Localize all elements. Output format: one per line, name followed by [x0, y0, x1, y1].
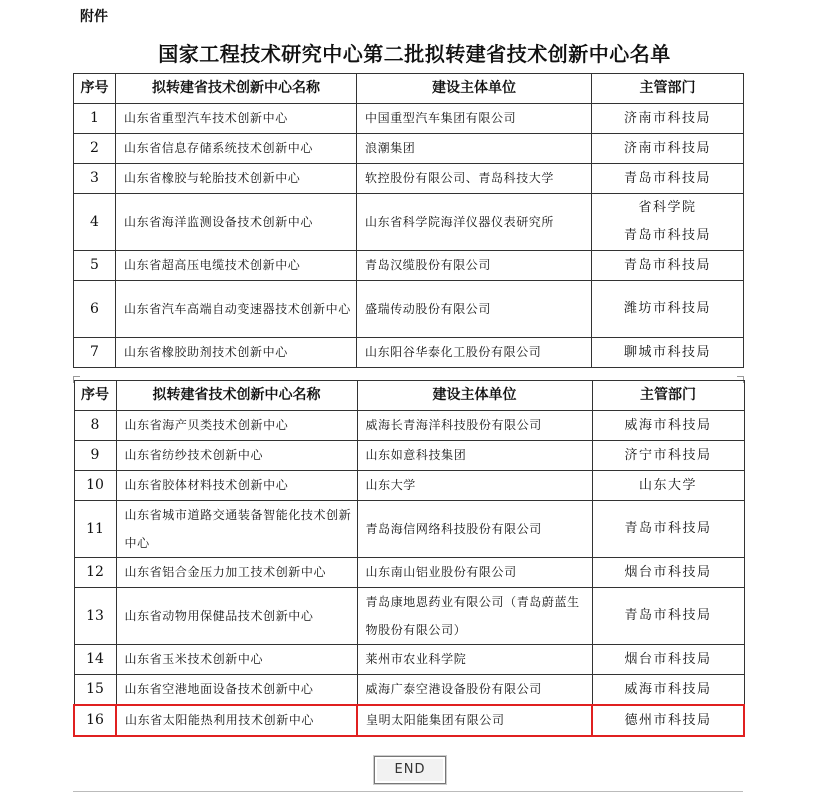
cell-center-name: 山东省纺纱技术创新中心 [116, 441, 357, 471]
table-row-highlighted [74, 705, 744, 736]
cell-unit: 山东南山铝业股份有限公司 [357, 558, 592, 588]
table-header-row [74, 381, 744, 411]
table-header-row [74, 74, 744, 104]
table-row [74, 194, 744, 251]
cell-department: 潍坊市科技局 [592, 281, 744, 338]
cell-center-name: 山东省汽车高端自动变速器技术创新中心 [116, 281, 357, 338]
cell-unit: 威海广泰空港设备股份有限公司 [357, 675, 592, 706]
cell-center-name: 山东省胶体材料技术创新中心 [116, 471, 357, 501]
page-title: 国家工程技术研究中心第二批拟转建省技术创新中心名单 [158, 42, 671, 66]
table-row [74, 441, 744, 471]
cell-number: 10 [74, 471, 116, 501]
table-row [74, 588, 744, 645]
header-number: 序号 [74, 381, 116, 411]
cell-center-name: 山东省重型汽车技术创新中心 [116, 104, 357, 134]
cell-unit: 皇明太阳能集团有限公司 [357, 705, 592, 736]
cell-number: 8 [74, 411, 116, 441]
table-row [74, 164, 744, 194]
cell-center-name: 山东省空港地面设备技术创新中心 [116, 675, 357, 706]
cell-department: 聊城市科技局 [592, 338, 744, 368]
header-unit: 建设主体单位 [357, 381, 592, 411]
header-unit: 建设主体单位 [357, 74, 592, 104]
cell-unit: 盛瑞传动股份有限公司 [357, 281, 592, 338]
cell-number: 3 [74, 164, 116, 194]
table-row [74, 645, 744, 675]
cell-unit: 浪潮集团 [357, 134, 592, 164]
table-row [74, 134, 744, 164]
table-row [74, 675, 744, 706]
header-center-name: 拟转建省技术创新中心名称 [116, 74, 357, 104]
cell-center-name: 山东省玉米技术创新中心 [116, 645, 357, 675]
cell-number: 7 [74, 338, 116, 368]
table-row [74, 558, 744, 588]
cell-department: 青岛市科技局 [592, 164, 744, 194]
page-divider [73, 791, 743, 792]
cell-number: 14 [74, 645, 116, 675]
center-list-table-1 [73, 73, 744, 368]
cell-unit: 青岛海信网络科技股份有限公司 [357, 501, 592, 558]
end-button[interactable]: END [374, 756, 446, 784]
cell-unit: 山东大学 [357, 471, 592, 501]
cell-center-name: 山东省信息存储系统技术创新中心 [116, 134, 357, 164]
attachment-label: 附件 [80, 9, 108, 25]
cell-department: 青岛市科技局 [592, 588, 744, 645]
cell-center-name: 山东省橡胶与轮胎技术创新中心 [116, 164, 357, 194]
table-row [74, 338, 744, 368]
cell-unit: 软控股份有限公司、青岛科技大学 [357, 164, 592, 194]
cell-unit: 青岛汉缆股份有限公司 [357, 251, 592, 281]
header-center-name: 拟转建省技术创新中心名称 [116, 381, 357, 411]
cell-department: 青岛市科技局 [592, 251, 744, 281]
cell-department: 德州市科技局 [592, 705, 744, 736]
header-department: 主管部门 [592, 381, 744, 411]
cell-number: 5 [74, 251, 116, 281]
cell-number: 16 [74, 705, 116, 736]
cell-center-name: 山东省超高压电缆技术创新中心 [116, 251, 357, 281]
cell-unit: 山东如意科技集团 [357, 441, 592, 471]
cell-center-name: 山东省海产贝类技术创新中心 [116, 411, 357, 441]
cell-department: 烟台市科技局 [592, 558, 744, 588]
table-row [74, 411, 744, 441]
cell-number: 6 [74, 281, 116, 338]
cell-center-name: 山东省铝合金压力加工技术创新中心 [116, 558, 357, 588]
cell-unit: 莱州市农业科学院 [357, 645, 592, 675]
table-row [74, 251, 744, 281]
table-row [74, 104, 744, 134]
center-list-table-2 [73, 380, 745, 737]
cell-number: 2 [74, 134, 116, 164]
cell-department: 威海市科技局 [592, 675, 744, 706]
header-department: 主管部门 [592, 74, 744, 104]
cell-department: 省科学院 青岛市科技局 [592, 194, 744, 251]
cell-department: 济南市科技局 [592, 104, 744, 134]
cell-center-name: 山东省太阳能热利用技术创新中心 [116, 705, 357, 736]
cell-unit: 中国重型汽车集团有限公司 [357, 104, 592, 134]
cell-department: 济宁市科技局 [592, 441, 744, 471]
cell-number: 12 [74, 558, 116, 588]
cell-center-name: 山东省动物用保健品技术创新中心 [116, 588, 357, 645]
cell-number: 11 [74, 501, 116, 558]
cell-number: 15 [74, 675, 116, 706]
cell-number: 13 [74, 588, 116, 645]
cell-unit: 山东阳谷华泰化工股份有限公司 [357, 338, 592, 368]
cell-number: 4 [74, 194, 116, 251]
table-row [74, 501, 744, 558]
cell-center-name: 山东省海洋监测设备技术创新中心 [116, 194, 357, 251]
cell-department: 山东大学 [592, 471, 744, 501]
cell-unit: 青岛康地恩药业有限公司（青岛蔚蓝生物股份有限公司） [357, 588, 592, 645]
cell-center-name: 山东省橡胶助剂技术创新中心 [116, 338, 357, 368]
cell-department: 威海市科技局 [592, 411, 744, 441]
cell-unit: 山东省科学院海洋仪器仪表研究所 [357, 194, 592, 251]
cell-number: 1 [74, 104, 116, 134]
cell-center-name: 山东省城市道路交通装备智能化技术创新中心 [116, 501, 357, 558]
cell-department: 烟台市科技局 [592, 645, 744, 675]
table-row [74, 471, 744, 501]
cell-department: 青岛市科技局 [592, 501, 744, 558]
cell-department: 济南市科技局 [592, 134, 744, 164]
cell-number: 9 [74, 441, 116, 471]
header-number: 序号 [74, 74, 116, 104]
cell-unit: 威海长青海洋科技股份有限公司 [357, 411, 592, 441]
table-row [74, 281, 744, 338]
